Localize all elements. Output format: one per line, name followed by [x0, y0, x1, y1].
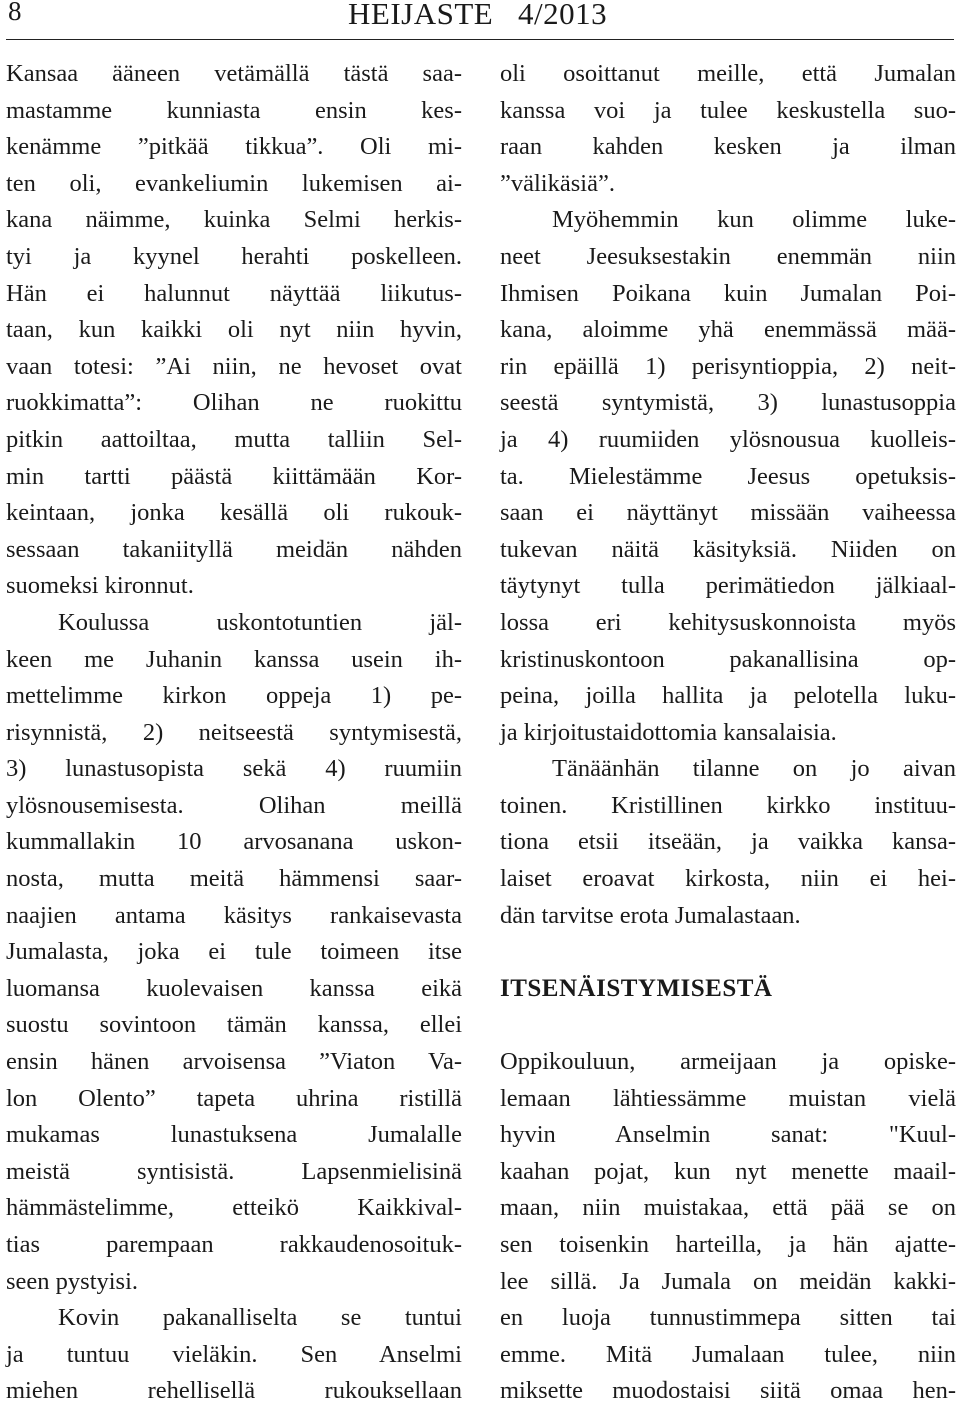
text-line: ruokkimatta”: Olihan ne ruokittu [6, 389, 462, 417]
text-line: seestä syntymistä, 3) lunastusoppia [500, 389, 956, 417]
text-line: keintaan, jonka kesällä oli rukouk- [6, 499, 462, 527]
text-line: oli osoittanut meille, että Jumalan [500, 60, 956, 87]
text-line: täytynyt tulla perimätiedon jälkiaal- [500, 572, 956, 600]
text-line: ja kirjoitustaidottomia kansalaisia. [500, 718, 837, 746]
text-line: ten oli, evankeliumin lukemisen ai- [6, 169, 462, 197]
text-line: suomeksi kironnut. [6, 572, 194, 600]
text-line: kana näimme, kuinka Selmi herkis- [6, 206, 462, 234]
text-line: suostu sovintoon tämän kanssa, ellei [6, 1011, 462, 1039]
left-column [6, 56, 462, 1410]
text-line: lemaan lähtiessämme muistan vielä [500, 1084, 956, 1112]
section-heading: ITSENÄISTYMISESTÄ [500, 974, 773, 1002]
text-line: kenämme ”pitkää tikkua”. Oli mi- [6, 133, 462, 161]
text-line: Oppikouluun, armeijaan ja opiske- [500, 1048, 956, 1076]
text-line: mettelimme kirkon oppeja 1) pe- [6, 682, 462, 710]
text-line: lon Olento” tapeta uhrina ristillä [6, 1084, 462, 1112]
text-line: dän tarvitse erota Jumalastaan. [500, 901, 801, 929]
text-line: ja 4) ruumiiden ylösnousua kuolleis- [500, 425, 956, 453]
text-line: keen me Juhanin kanssa usein ih- [6, 645, 462, 673]
text-line: miehen rehellisellä rukouksellaan [6, 1377, 462, 1405]
text-line: raan kahden kesken ja ilman [500, 133, 956, 161]
text-line: naajien antama käsitys rankaisevasta [6, 901, 462, 929]
text-line: Kansaa ääneen vetämällä tästä saa- [6, 60, 462, 87]
text-line: vaan totesi: ”Ai niin, ne hevoset ovat [6, 352, 462, 380]
text-line: saan ei näyttänyt missään vaiheessa [500, 499, 956, 527]
text-line: meistä syntisistä. Lapsenmielisinä [6, 1157, 462, 1185]
page-header [0, 0, 960, 40]
text-line: taan, kun kaikki oli nyt niin hyvin, [6, 316, 462, 344]
text-line: lee sillä. Ja Jumala on meidän kakki- [500, 1267, 956, 1295]
text-line: neet Jeesuksestakin enemmän niin [500, 242, 956, 270]
text-line: lossa eri kehitysuskonnoista myös [500, 608, 956, 636]
text-line: mukamas lunastuksena Jumalalle [6, 1121, 462, 1149]
text-line: Myöhemmin kun olimme luke- [552, 206, 956, 234]
text-line: min tartti päästä kiittämään Kor- [6, 462, 462, 490]
text-line: maan, niin muistakaa, että pää se on [500, 1194, 956, 1222]
text-line: kana, aloimme yhä enemmässä mää- [500, 316, 956, 344]
text-line: risynnistä, 2) neitseestä syntymisestä, [6, 718, 462, 746]
right-column [500, 56, 956, 1410]
text-line: kanssa voi ja tulee keskustella suo- [500, 96, 956, 124]
text-line: 3) lunastusopista sekä 4) ruumiin [6, 755, 462, 783]
text-line: laiset eroavat kirkosta, niin ei hei- [500, 865, 956, 893]
text-line: pitkin aattoiltaa, mutta talliin Sel- [6, 425, 462, 453]
text-line: ta. Mielestämme Jeesus opetuksis- [500, 462, 956, 490]
text-line: hämmästelimme, etteikö Kaikkival- [6, 1194, 462, 1222]
text-line: hyvin Anselmin sanat: "Kuul- [500, 1121, 956, 1149]
spacer [500, 934, 956, 971]
text-line: Tänäänhän tilanne on jo aivan [552, 755, 956, 783]
header-rule [6, 39, 954, 40]
text-line: Hän ei halunnut näyttää liikutus- [6, 279, 462, 307]
text-line: rin epäillä 1) perisyntioppia, 2) neit- [500, 352, 956, 380]
text-line: Kovin pakanalliselta se tuntui [58, 1304, 462, 1332]
text-line: ”välikäsiä”. [500, 169, 615, 197]
text-line: tyi ja kyynel herahti poskelleen. [6, 242, 462, 270]
text-line: mastamme kunniasta ensin kes- [6, 96, 462, 124]
text-line: miksette muodostaisi siitä omaa hen- [500, 1377, 956, 1405]
text-line: Ihmisen Poikana kuin Jumalan Poi- [500, 279, 956, 307]
running-title: HEIJASTE 4/2013 [348, 0, 608, 31]
text-line: luomansa kuolevaisen kanssa eikä [6, 974, 462, 1002]
text-line: ja tuntuu vieläkin. Sen Anselmi [6, 1340, 462, 1368]
spacer [500, 1007, 956, 1044]
text-line: Jumalasta, joka ei tule toimeen itse [6, 938, 462, 966]
text-line: ylösnousemisesta. Olihan meillä [6, 791, 462, 819]
text-line: tukevan näitä käsityksiä. Niiden on [500, 535, 956, 563]
text-line: tiona etsii itseään, ja vaikka kansa- [500, 828, 956, 856]
text-line: ensin hänen arvoisensa ”Viaton Va- [6, 1048, 462, 1076]
text-line: kristinuskontoon pakanallisina op- [500, 645, 956, 673]
text-line: tias parempaan rakkaudenosoituk- [6, 1231, 462, 1258]
text-line: sen toisenkin harteilla, ja hän ajatte- [500, 1231, 956, 1258]
text-line: kaahan pojat, kun nyt menette maail- [500, 1157, 956, 1185]
text-line: seen pystyisi. [6, 1267, 139, 1295]
text-line: Koulussa uskontotuntien jäl- [58, 608, 462, 636]
text-line: kummallakin 10 arvosanana uskon- [6, 828, 462, 856]
text-line: peina, joilla hallita ja pelotella luku- [500, 682, 956, 710]
page-number: 8 [8, 0, 22, 26]
text-line: toinen. Kristillinen kirkko instituu- [500, 791, 956, 819]
text-line: en luoja tunnustimmepa sitten tai [500, 1304, 956, 1332]
text-line: emme. Mitä Jumalaan tulee, niin [500, 1340, 956, 1368]
text-line: sessaan takaniityllä meidän nähden [6, 535, 462, 563]
text-line: nosta, mutta meitä hämmensi saar- [6, 865, 462, 893]
